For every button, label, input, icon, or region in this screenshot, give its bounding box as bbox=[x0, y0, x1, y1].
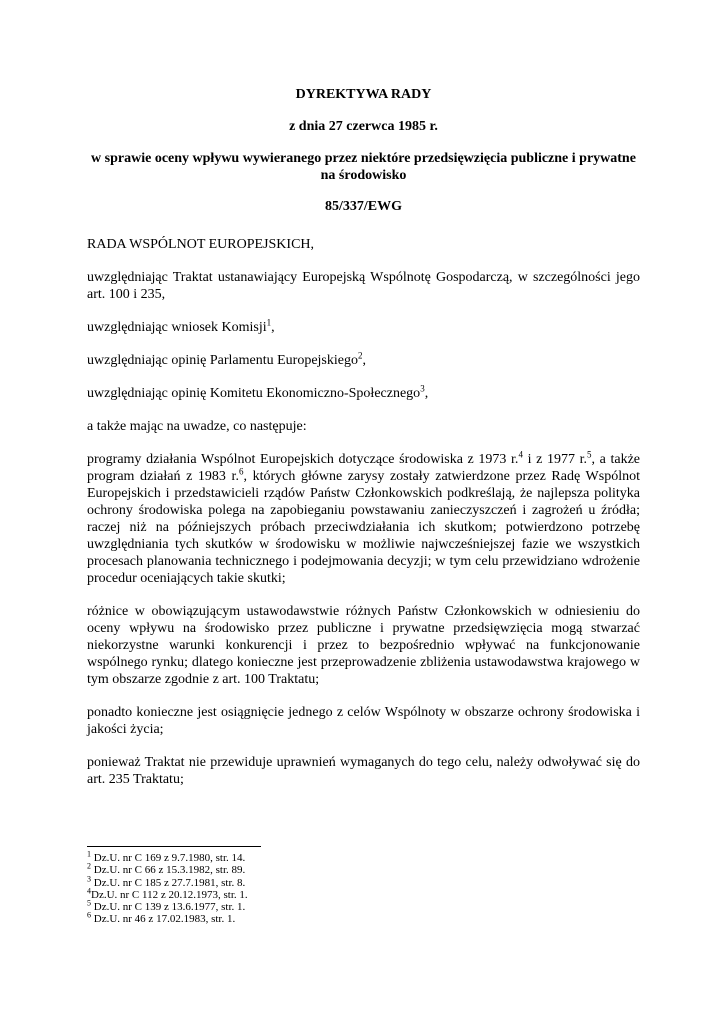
parliament-text: uwzględniając opinię Parlamentu Europejskiego bbox=[87, 353, 358, 368]
recital-1-part-1: programy działania Wspólnot Europejskich dotyczące środowiska z 1973 r. bbox=[87, 452, 519, 467]
footnote-5 bbox=[87, 898, 248, 914]
footnote-ref-3: 3 bbox=[420, 383, 425, 394]
recital-4: ponieważ Traktat nie przewiduje uprawnień wymaganych do tego celu, należy odwoływać się do art. 235 Traktatu; bbox=[87, 755, 640, 787]
footnote-1 bbox=[87, 849, 248, 864]
footnote-3 bbox=[87, 873, 248, 889]
footnote-text: Dz.U. nr C 185 z 27.7.1981, str. 8. bbox=[91, 876, 246, 889]
footnote-ref-2: 2 bbox=[357, 350, 363, 361]
recital-1-part-4: , których główne zarysy zostały zatwierdzone przez Radę Wspólnot Europejskich i przedstawicieli rządów Państw Członkowskich podkreślają, że najlepsza polityka ochrony środowiska polega na zapobieganiu powstawaniu zanieczyszczeń i zagrożeń u źródła; raczej niż na późniejszych próbach przeciwdziałania ich skutkom; potwierdzono potrzebę uwzględniania tych skutków w środowisku w możliwie najwcześniejszej fazie we wszystkich procesach planowania technicznego i podejmowania decyzji; w tym celu przewidziano wdrożenie procedur oceniających takie skutki; bbox=[87, 469, 640, 586]
footnote-text: Dz.U. nr C 112 z 20.12.1973, str. 1. bbox=[91, 888, 248, 901]
document-page bbox=[87, 86, 640, 804]
footnote-number: 2 bbox=[87, 861, 91, 871]
document-subject: w sprawie oceny wpływu wywieranego przez niektóre przedsięwzięcia publiczne i prywatne na środowisko bbox=[91, 151, 636, 183]
footnote-text: Dz.U. nr 46 z 17.02.1983, str. 1. bbox=[91, 913, 236, 926]
footnotes bbox=[87, 849, 248, 926]
footnote-2 bbox=[87, 861, 248, 877]
footnote-ref-1: 1 bbox=[266, 317, 272, 328]
recital-1-part-2: i z 1977 r. bbox=[522, 452, 587, 467]
parliament-end: , bbox=[362, 353, 366, 368]
recital-1-part-3: , a także program działań z 1983 r. bbox=[87, 452, 640, 484]
parliament-paragraph bbox=[87, 352, 640, 369]
footnote-ref-6: 6 bbox=[238, 466, 244, 477]
footnote-text: Dz.U. nr C 139 z 13.6.1977, str. 1. bbox=[91, 901, 246, 914]
commission-end: , bbox=[271, 320, 275, 335]
recital-3: ponadto konieczne jest osiągnięcie jednego z celów Wspólnoty w obszarze ochrony środowiska i jakości życia; bbox=[87, 705, 640, 737]
footnote-text: Dz.U. nr C 169 z 9.7.1980, str. 14. bbox=[91, 852, 246, 864]
footnote-ref-4: 4 bbox=[518, 449, 523, 460]
footnote-number: 6 bbox=[87, 910, 91, 920]
footnote-number: 5 bbox=[87, 898, 91, 908]
document-number: 85/337/EWG bbox=[324, 199, 402, 214]
committee-paragraph bbox=[87, 385, 640, 402]
footnote-number: 4 bbox=[87, 886, 91, 896]
recital-1 bbox=[87, 451, 640, 587]
footnote-text: Dz.U. nr C 66 z 15.3.1982, str. 89. bbox=[91, 864, 246, 877]
treaty-paragraph: uwzględniając Traktat ustanawiający Europejską Wspólnotę Gospodarczą, w szczególności jego art. 100 i 235, bbox=[87, 270, 640, 302]
footnote-4 bbox=[87, 886, 248, 901]
council-heading: RADA WSPÓLNOT EUROPEJSKICH, bbox=[87, 237, 315, 252]
footnote-number: 1 bbox=[87, 849, 91, 859]
commission-paragraph bbox=[87, 319, 640, 336]
footnote-number: 3 bbox=[87, 873, 91, 883]
whereas-paragraph: a także mając na uwadze, co następuje: bbox=[87, 419, 307, 434]
footnote-6 bbox=[87, 910, 248, 926]
committee-end: , bbox=[424, 386, 429, 401]
committee-text: uwzględniając opinię Komitetu Ekonomiczno-Społecznego bbox=[87, 386, 421, 401]
document-date: z dnia 27 czerwca 1985 r. bbox=[289, 119, 438, 134]
footnote-separator bbox=[87, 846, 261, 847]
document-title: DYREKTYWA RADY bbox=[295, 87, 432, 102]
commission-text: uwzględniając wniosek Komisji bbox=[87, 320, 267, 335]
recital-2: różnice w obowiązującym ustawodawstwie różnych Państw Członkowskich w odniesieniu do oceny wpływu na środowisko przez publiczne i prywatne przedsięwzięcia mogą stwarzać niekorzystne warunki konkurencji i przez to bezpośrednio wpływać na funkcjonowanie wspólnego rynku; dlatego konieczne jest przeprowadzenie zbliżenia ustawodawstwa krajowego w tym obszarze zgodnie z art. 100 Traktatu; bbox=[87, 604, 640, 687]
footnote-ref-5: 5 bbox=[586, 449, 592, 460]
